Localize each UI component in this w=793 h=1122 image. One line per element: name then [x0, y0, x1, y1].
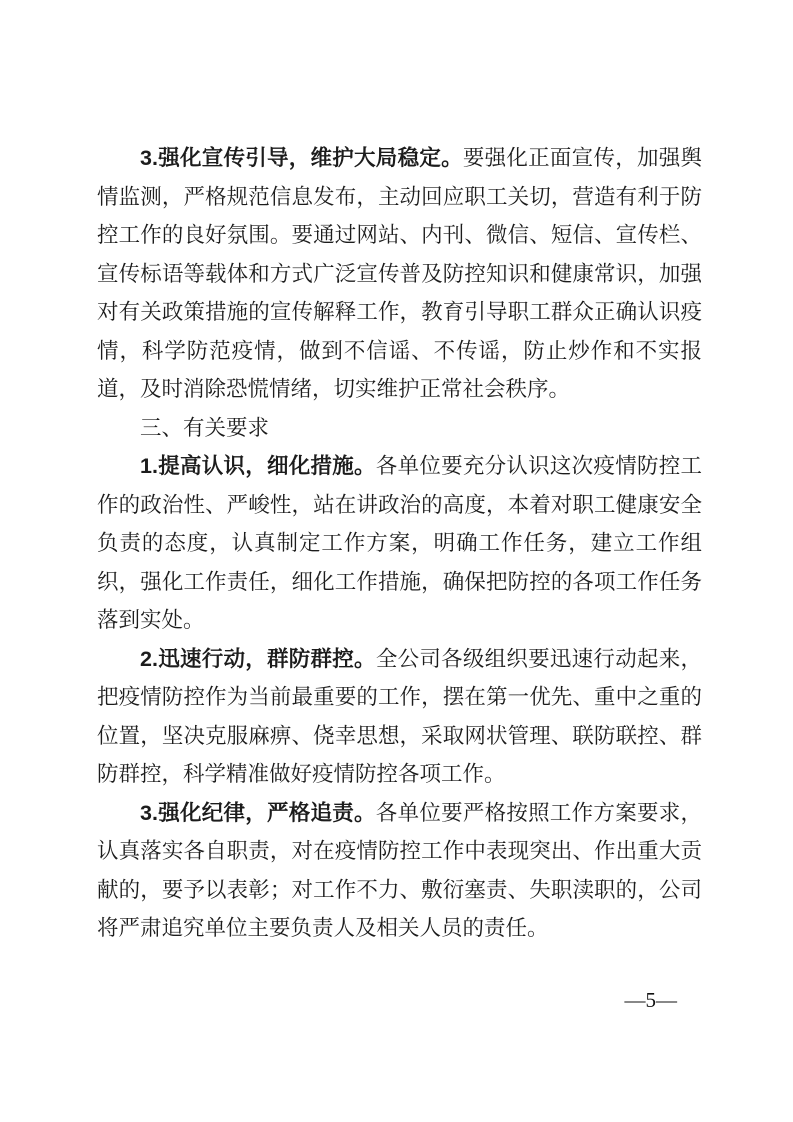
paragraph-text: 各单位要充分认识这次疫情防控工作的政治性、严峻性，站在讲政治的高度，本着对职工健康安全负责的态度，认真制定工作方案，明确工作任务，建立工作组织，强化工作责任，细化工作措施，确保把防控的各项工作任务落到实处。 [97, 454, 702, 632]
paragraph-rapid-action [97, 640, 702, 794]
paragraph-text: 要强化正面宣传，加强舆情监测，严格规范信息发布，主动回应职工关切，营造有利于防控工作的良好氛围。要通过网站、内刊、微信、短信、宣传栏、宣传标语等载体和方式广泛宣传普及防控知识和健康常识，加强对有关政策措施的宣传解释工作，教育引导职工群众正确认识疫情，科学防范疫情，做到不信谣、不传谣，防止炒作和不实报道，及时消除恐慌情绪，切实维护正常社会秩序。 [97, 146, 702, 401]
paragraph-propaganda-guidance [97, 139, 702, 409]
paragraph-raise-awareness [97, 447, 702, 640]
page-number: —5— [624, 988, 677, 1012]
document-body [97, 139, 702, 948]
paragraph-lead: 3.强化纪律，严格追责。 [140, 800, 376, 825]
paragraph-text: 各单位要严格按照工作方案要求，认真落实各自职责，对在疫情防控工作中表现突出、作出重大贡献的，要予以表彰；对工作不力、敷衍塞责、失职渎职的，公司将严肃追究单位主要负责人及相关人员的责任。 [97, 800, 702, 940]
paragraph-lead: 2.迅速行动，群防群控。 [140, 646, 376, 671]
paragraph-discipline-accountability [97, 794, 702, 948]
paragraph-lead: 3.强化宣传引导，维护大局稳定。 [140, 146, 463, 170]
section-heading-requirements: 三、有关要求 [140, 415, 270, 440]
paragraph-lead: 1.提高认识，细化措施。 [140, 454, 376, 478]
paragraph-text: 全公司各级组织要迅速行动起来，把疫情防控作为当前最重要的工作，摆在第一优先、重中之重的位置，坚决克服麻痹、侥幸思想，采取网状管理、联防联控、群防群控，科学精准做好疫情防控各项工作。 [97, 646, 702, 786]
